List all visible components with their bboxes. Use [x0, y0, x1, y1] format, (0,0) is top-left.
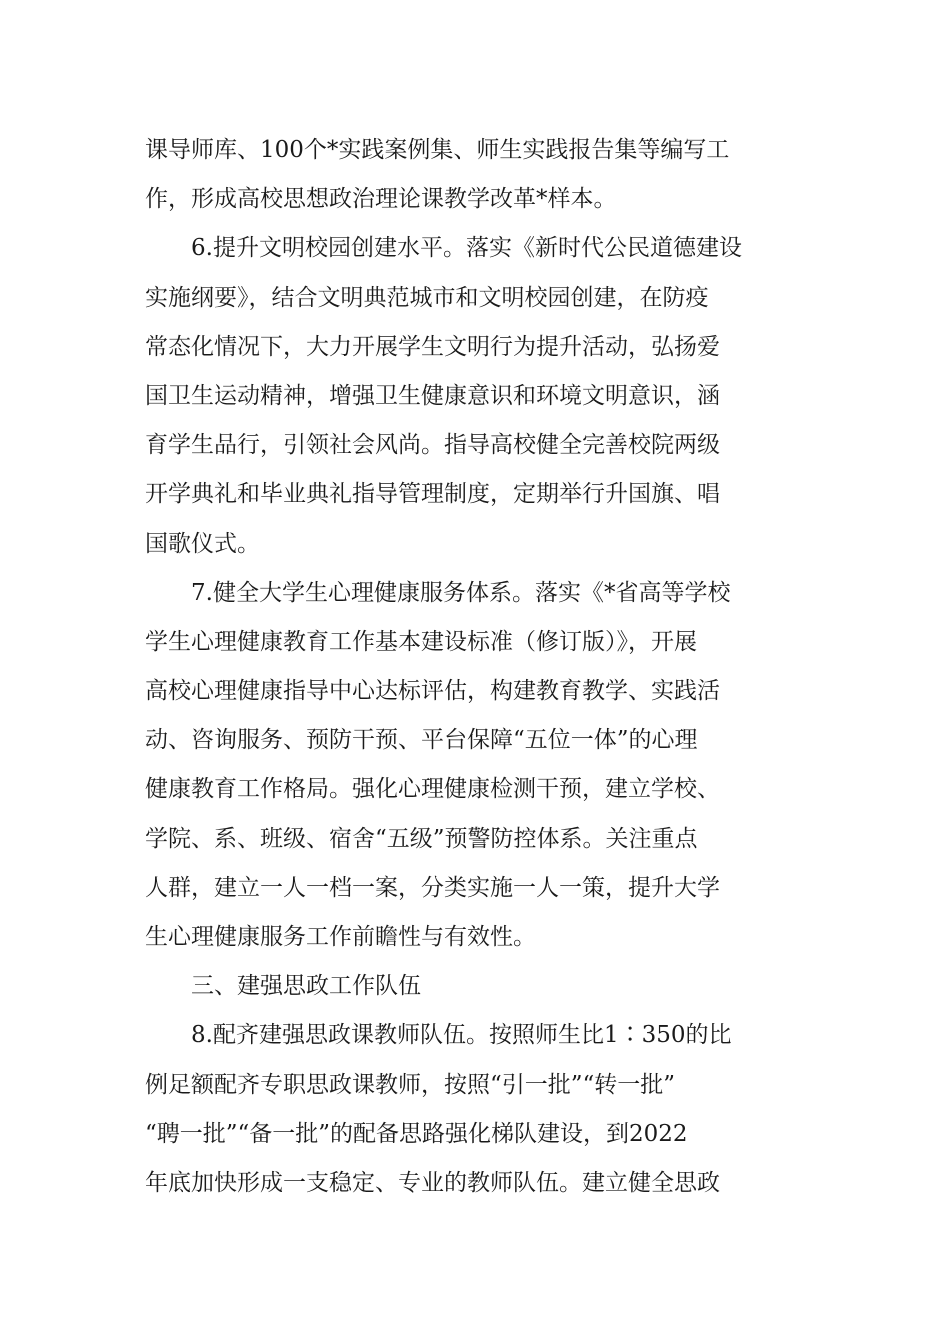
section-7-heading-line: 7.健全大学生心理健康服务体系。落实《*省高等学校: [191, 579, 731, 606]
text-line: 例足额配齐专职思政课教师，按照“引一批”“转一批”: [145, 1071, 676, 1098]
text-line: 国歌仪式。: [145, 530, 260, 557]
text-line: 年底加快形成一支稳定、专业的教师队伍。建立健全思政: [145, 1169, 720, 1196]
part-3-heading: 三、建强思政工作队伍: [191, 973, 421, 1000]
text-line: 动、咨询服务、预防干预、平台保障“五位一体”的心理: [145, 727, 698, 754]
text-line: 课导师库、100个*实践案例集、师生实践报告集等编写工: [145, 137, 730, 163]
text-line: 常态化情况下，大力开展学生文明行为提升活动，弘扬爱: [145, 333, 720, 360]
text-line: 生心理健康服务工作前瞻性与有效性。: [145, 924, 536, 950]
text-line: 作，形成高校思想政治理论课教学改革*样本。: [145, 186, 617, 213]
text-line: 开学典礼和毕业典礼指导管理制度，定期举行升国旗、唱: [145, 481, 720, 508]
text-line: 国卫生运动精神，增强卫生健康意识和环境文明意识，涵: [145, 382, 720, 409]
text-line: “聘一批”“备一批”的配备思路强化梯队建设，到2022: [145, 1120, 688, 1147]
text-line: 人群，建立一人一档一案，分类实施一人一策，提升大学: [145, 874, 720, 901]
text-line: 实施纲要》，结合文明典范城市和文明校园创建，在防疫: [145, 284, 709, 311]
text-line: 育学生品行，引领社会风尚。指导高校健全完善校院两级: [145, 432, 720, 459]
text-line: 学院、系、班级、宿舍“五级”预警防控体系。关注重点: [145, 825, 698, 852]
text-line: 高校心理健康指导中心达标评估，构建教育教学、实践活: [145, 678, 720, 705]
text-line: 健康教育工作格局。强化心理健康检测干预，建立学校、: [145, 776, 720, 803]
section-8-heading-line: 8.配齐建强思政课教师队伍。按照师生比1∶350的比: [191, 1022, 732, 1049]
section-6-heading-line: 6.提升文明校园创建水平。落实《新时代公民道德建设: [191, 235, 742, 262]
document-body: [145, 126, 807, 1208]
text-line: 学生心理健康教育工作基本建设标准（修订版）》，开展: [145, 628, 697, 655]
